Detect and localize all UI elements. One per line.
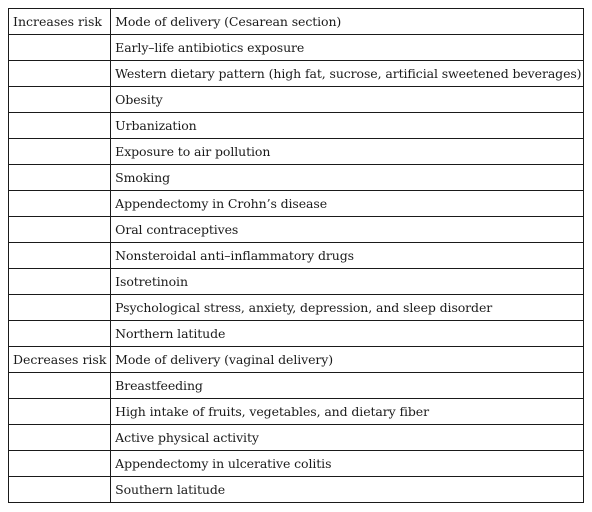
- table-row: [9, 269, 584, 295]
- category-cell: [9, 217, 111, 243]
- factor-cell: Nonsteroidal anti–inflammatory drugs: [111, 243, 584, 269]
- category-cell: [9, 477, 111, 503]
- category-cell: [9, 321, 111, 347]
- factor-cell: Appendectomy in Crohn’s disease: [111, 191, 584, 217]
- factor-cell: Southern latitude: [111, 477, 584, 503]
- factor-cell: Psychological stress, anxiety, depression, and sleep disorder: [111, 295, 584, 321]
- category-cell: [9, 295, 111, 321]
- factor-cell: High intake of fruits, vegetables, and dietary fiber: [111, 399, 584, 425]
- category-cell: [9, 113, 111, 139]
- category-cell: [9, 165, 111, 191]
- table-row: [9, 217, 584, 243]
- factor-cell: Early–life antibiotics exposure: [111, 35, 584, 61]
- category-cell: [9, 269, 111, 295]
- table-row: [9, 35, 584, 61]
- category-cell: Increases risk: [9, 9, 111, 35]
- category-cell: [9, 35, 111, 61]
- category-cell: [9, 139, 111, 165]
- factor-cell: Appendectomy in ulcerative colitis: [111, 451, 584, 477]
- table-row: [9, 295, 584, 321]
- table-row: [9, 113, 584, 139]
- category-cell: [9, 191, 111, 217]
- risk-factors-table-body: [9, 9, 584, 503]
- table-row: [9, 399, 584, 425]
- factor-cell: Isotretinoin: [111, 269, 584, 295]
- table-row: [9, 139, 584, 165]
- category-cell: [9, 243, 111, 269]
- factor-cell: Northern latitude: [111, 321, 584, 347]
- category-cell: [9, 399, 111, 425]
- table-row: [9, 61, 584, 87]
- table-row: [9, 477, 584, 503]
- category-cell: Decreases risk: [9, 347, 111, 373]
- table-row: [9, 87, 584, 113]
- category-cell: [9, 425, 111, 451]
- category-cell: [9, 87, 111, 113]
- factor-cell: Smoking: [111, 165, 584, 191]
- table-row: [9, 425, 584, 451]
- factor-cell: Exposure to air pollution: [111, 139, 584, 165]
- risk-factors-table: [8, 8, 584, 503]
- factor-cell: Oral contraceptives: [111, 217, 584, 243]
- table-row: [9, 9, 584, 35]
- category-cell: [9, 61, 111, 87]
- factor-cell: Active physical activity: [111, 425, 584, 451]
- factor-cell: Urbanization: [111, 113, 584, 139]
- category-cell: [9, 451, 111, 477]
- table-row: [9, 321, 584, 347]
- factor-cell: Obesity: [111, 87, 584, 113]
- table-row: [9, 347, 584, 373]
- factor-cell: Western dietary pattern (high fat, sucrose, artificial sweetened beverages): [111, 61, 584, 87]
- category-cell: [9, 373, 111, 399]
- table-row: [9, 165, 584, 191]
- table-row: [9, 191, 584, 217]
- factor-cell: Mode of delivery (Cesarean section): [111, 9, 584, 35]
- table-row: [9, 451, 584, 477]
- table-row: [9, 373, 584, 399]
- factor-cell: Mode of delivery (vaginal delivery): [111, 347, 584, 373]
- factor-cell: Breastfeeding: [111, 373, 584, 399]
- table-row: [9, 243, 584, 269]
